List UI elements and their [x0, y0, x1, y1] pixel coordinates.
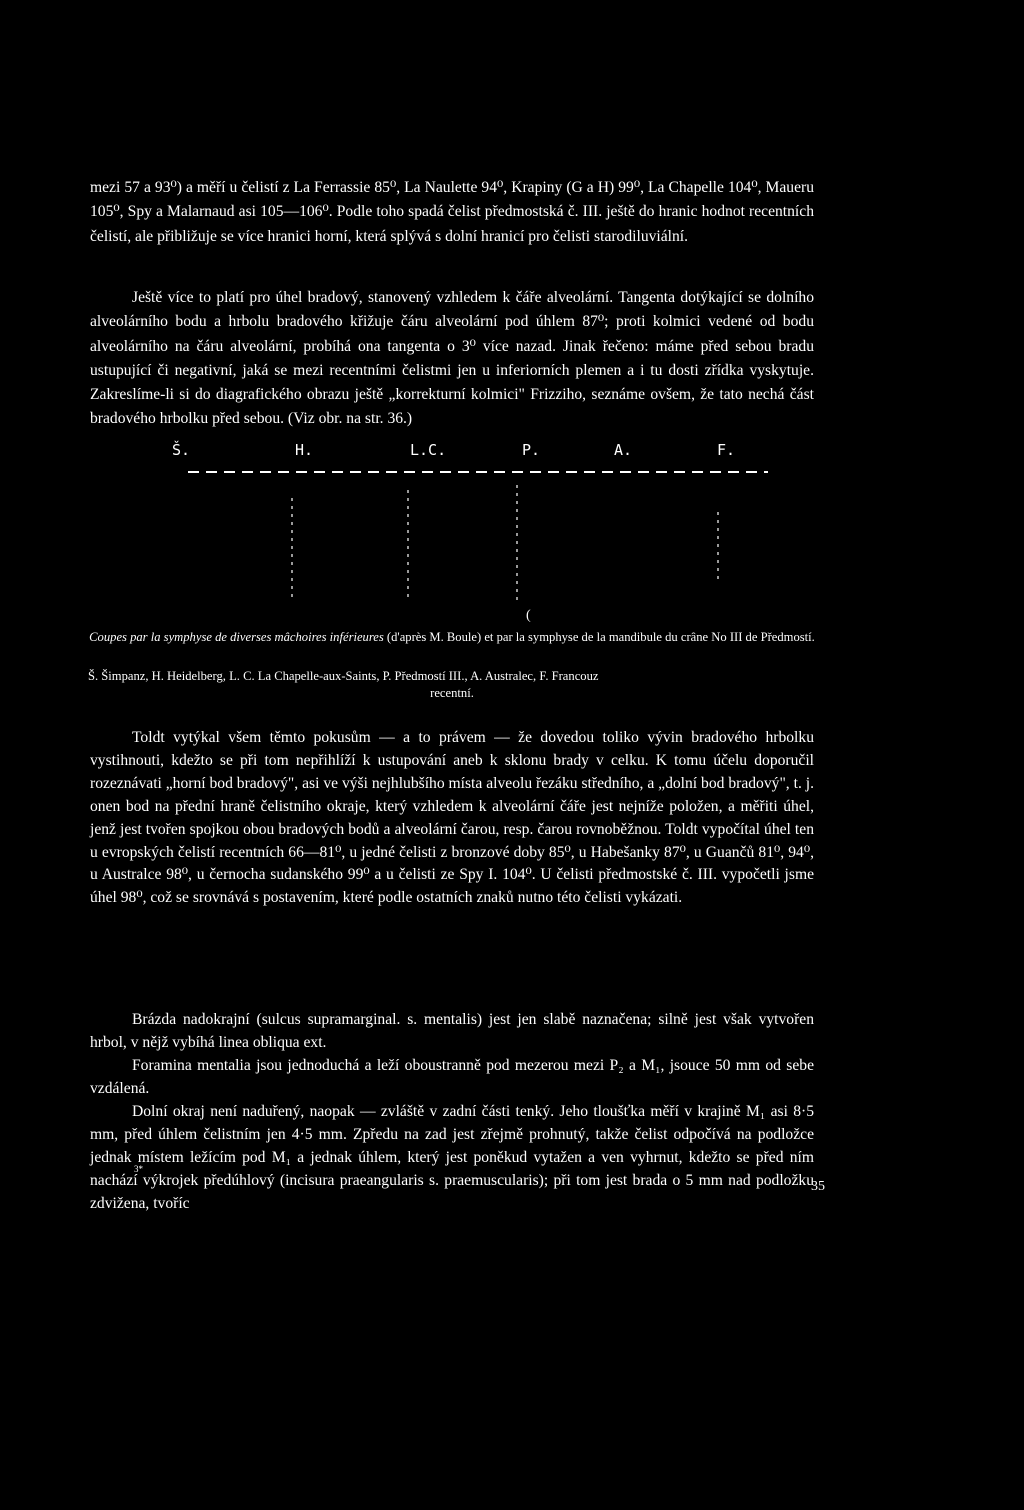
- signature-mark: 3*: [134, 1164, 143, 1174]
- figure-label-lc: L.C.: [410, 441, 447, 459]
- figure-label-a: A.: [614, 441, 633, 459]
- paragraph-5: Foramina mentalia jsou jednoduchá a leží oboustranně pod mezerou mezi P₂ a M₁, jsouce 50 mm od sebe vzdálená.: [90, 1057, 814, 1097]
- figure-caption: [88, 629, 816, 646]
- caption-rest: (d'après M. Boule) et par la symphyse de la mandibule du crâne No III de Předmostí.: [383, 630, 815, 644]
- caption-italic: Coupes par la symphyse de diverses mâchoires inférieures: [89, 630, 384, 644]
- page-number: 35: [811, 1179, 825, 1194]
- symphysis-figure: [0, 430, 1024, 630]
- figure-paren: (: [526, 608, 531, 623]
- legend-main: Š. Šimpanz, H. Heidelberg, L. C. La Chapelle-aux-Saints, P. Předmostí III., A. Australec, F. Francouz: [88, 669, 599, 683]
- figure-label-f: F.: [717, 441, 736, 459]
- figure-lines: [0, 430, 1024, 630]
- figure-label-p: P.: [522, 441, 541, 459]
- paragraph-1: mezi 57 a 93⁰) a měří u čelistí z La Ferrassie 85⁰, La Naulette 94⁰, Krapiny (G a H) 99⁰, La Chapelle 104⁰, Maueru 105⁰, Spy a Malarnaud asi 105—106⁰. Podle toho spadá čelist předmostská č. III. ještě do hranic hodnot recentních čelistí, ale přibližuje se více hranici horní, která splývá s dolní hranicí pro čelisti starodiluviální.: [90, 179, 814, 245]
- figure-label-s: Š.: [172, 441, 191, 459]
- figure-label-h: H.: [295, 441, 314, 459]
- legend-end: recentní.: [430, 686, 474, 701]
- paragraph-4: Brázda nadokrajní (sulcus supramarginal. s. mentalis) jest jen slabě naznačena; silně jest však vytvořen hrbol, v nějž vybíhá linea obliqua ext.: [90, 1011, 814, 1051]
- paragraph-2: Ještě více to platí pro úhel bradový, stanovený vzhledem k čáře alveolární. Tangenta dotýkající se dolního alveolárního bodu a hrbolu bradového křižuje čáru alveolární pod úhlem 87⁰; proti kolmici vedené od bodu alveolárního na čáru alveolární, probíhá ona tangenta o 3⁰ více nazad. Jinak řečeno: máme před sebou bradu ustupující či negativní, jaká se mezi recentními čelistmi jen u inferiorních plemen a i tu dosti zřídka vyskytuje. Zakreslíme-li si do diagrafického obrazu ještě „korrekturní kolmici" Frizziho, seznáme ovšem, že tato nechá část bradového hrbolku před sebou. (Viz obr. na str. 36.): [90, 289, 814, 428]
- paragraph-6: Dolní okraj není naduřený, naopak — zvláště v zadní části tenký. Jeho tloušťka měří v krajině M₁ asi 8·5 mm, před úhlem čelistním jen 4·5 mm. Zpředu na zad jest zřejmě prohnutý, takže čelist odpočívá na podložce jednak místem ležícím pod M₁ a jednak úhlem, který jest poněkud vytažen a ven vyhrnut, kdežto se před ním nachází výkrojek předúhlový (incisura praeangularis s. praemuscularis); při tom jest brada o 5 mm nad podložku zdvižena, tvoříc: [90, 1103, 814, 1212]
- figure-legend: [88, 668, 816, 703]
- paragraph-3: Toldt vytýkal všem těmto pokusům — a to právem — že dovedou toliko vývin bradového hrbolku vystihnouti, kdežto se při tom nepřihlíží k ustupování aneb k sklonu brady v celku. K tomu účelu doporučil rozeznávati „horní bod bradový", asi ve výši nejhlubšího místa alveolu řezáku středního, a „dolní bod bradový", t. j. onen bod na přední hraně čelistního okraje, který vzhledem k alveolární čáře jest nejníže položen, a měřiti úhel, jenž jest tvořen spojkou obou bradových bodů a alveolární čarou, resp. čarou rovnoběžnou. Toldt vypočítal úhel ten u evropských čelistí recentních 66—81⁰, u jedné čelisti z bronzové doby 85⁰, u Habešanky 87⁰, u Guančů 81⁰, 94⁰, u Australce 98⁰, u černocha sudanského 99⁰ a u čelisti ze Spy I. 104⁰. U čelisti předmostské č. III. vypočetli jsme úhel 98⁰, což se srovnává s postavením, které podle ostatních znaků nutno této čelisti vykázati.: [90, 729, 814, 907]
